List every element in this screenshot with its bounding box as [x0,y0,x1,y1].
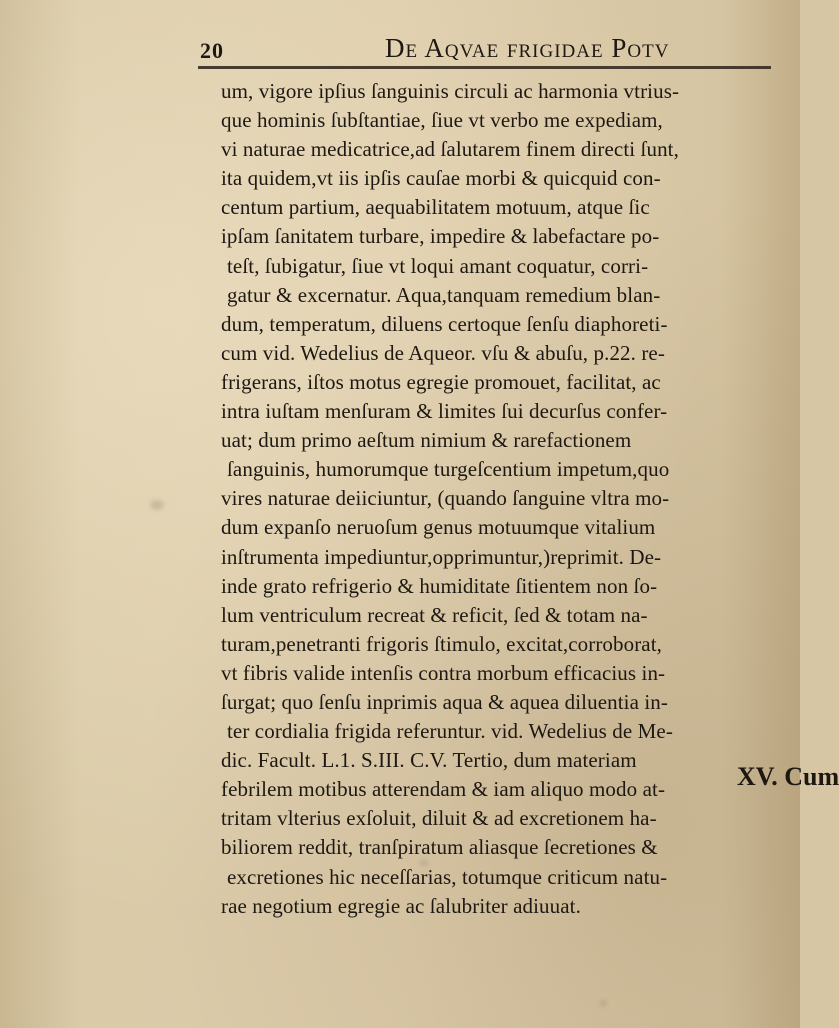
text-line: ipſam ſanitatem turbare, impedire & labefactare po- [221,224,660,249]
text-line: frigerans, iſtos motus egregie promouet, facilitat, ac [221,369,661,394]
text-line: ſanguinis, humorumque turgeſcentium impetum,quo [227,457,670,482]
text-line: um, vigore ipſius ſanguinis circuli ac harmonia vtrius- [221,79,680,103]
text-line: lum ventriculum recreat & reficit, ſed & totam na- [221,602,648,627]
text-line: dum, temperatum, diluens certoque ſenſu diaphoreti- [221,311,668,336]
body-text [221,77,781,921]
text-line: centum partium, aequabilitatem motuum, atque ſic [221,195,650,220]
text-line: vt fibris valide intenſis contra morbum efficacius in- [221,660,666,685]
text-line: intra iuſtam menſuram & limites ſui decurſus confer- [221,399,668,424]
page-number: 20 [200,38,224,63]
text-line: ita quidem,vt iis ipſis cauſae morbi & quicquid con- [221,166,661,191]
header-rule [198,66,771,69]
text-line: que hominis ſubſtantiae, ſiue vt verbo me expediam, [221,108,663,133]
text-line: uat; dum primo aeſtum nimium & rarefactionem [221,428,632,453]
catchword: XV. Cum [737,762,839,791]
text-line: ter cordialia frigida referuntur. vid. Wedelius de Me- [227,719,673,744]
text-line: ſurgat; quo ſenſu inprimis aqua & aquea diluentia in- [221,689,668,714]
text-line: biliorem reddit, tranſpiratum aliasque ſecretiones & [221,835,658,860]
text-line: inde grato refrigerio & humiditate ſitientem non ſo- [221,573,658,598]
text-line: turam,penetranti frigoris ſtimulo, excitat,corroborat, [221,631,663,656]
text-line: cum vid. Wedelius de Aqueor. vſu & abuſu, p.22. re- [221,340,665,365]
text-line: excretiones hic neceſſarias, totumque criticum natu- [227,864,668,889]
text-line: vires naturae deiiciuntur, (quando ſanguine vltra mo- [221,486,670,511]
text-line: rae negotium egregie ac ſalubriter adiuuat. [221,893,581,918]
text-line: tritam vlterius exſoluit, diluit & ad excretionem ha- [221,806,657,831]
text-line: vi naturae medicatrice,ad ſalutarem finem directi ſunt, [221,137,679,162]
text-line: febrilem motibus atterendam & iam aliquo modo at- [221,777,666,802]
text-line: dum expanſo neruoſum genus motuumque vitalium [221,515,656,540]
text-line: teſt, ſubigatur, ſiue vt loqui amant coquatur, corri- [227,253,649,278]
running-title: De Aqvae frigidae Potv [385,33,670,63]
text-line: dic. Facult. L.1. S.III. C.V. Tertio, dum materiam [221,748,637,773]
text-line: gatur & excernatur. Aqua,tanquam remedium blan- [227,282,661,307]
text-line: inſtrumenta impediuntur,opprimuntur,)reprimit. De- [221,544,662,569]
ink-spot [150,500,164,510]
ink-spot [600,1000,606,1006]
